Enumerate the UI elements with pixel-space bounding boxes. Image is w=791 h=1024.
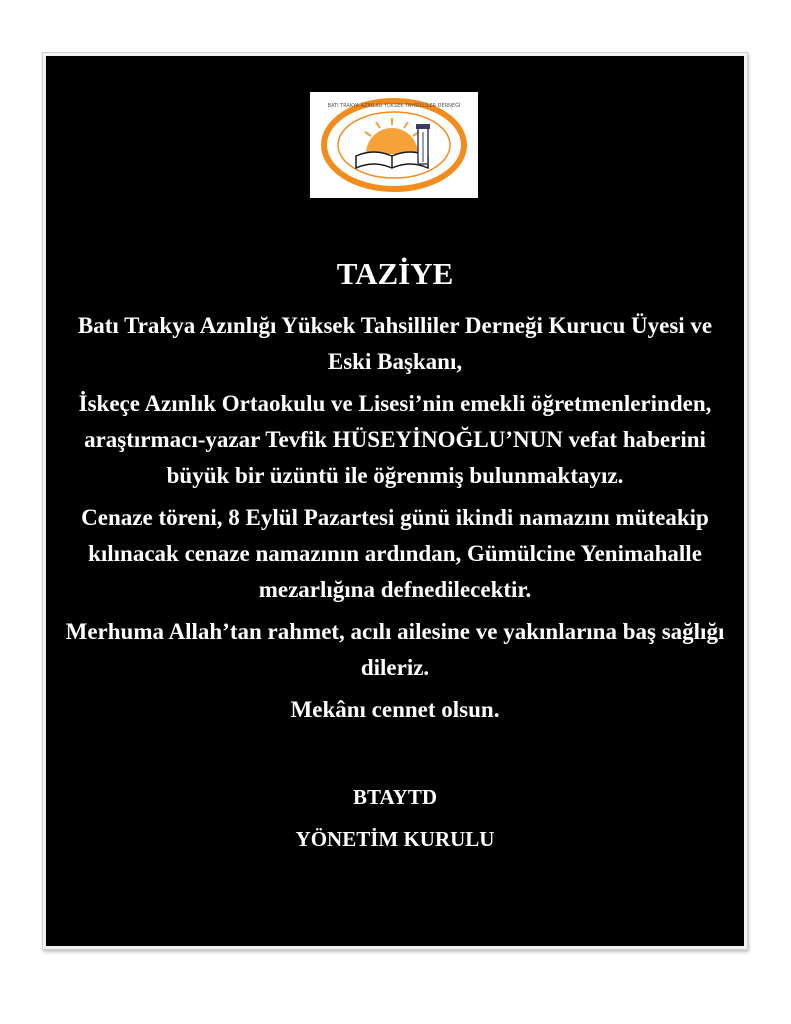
logo-graphic	[310, 92, 478, 198]
notice-paragraph-3: Cenaze töreni, 8 Eylül Pazartesi günü ikindi namazını müteakip kılınacak cenaze namazının ardından, Gümülcine Yenimahalle mezarlığına defnedilecektir.	[81, 505, 709, 602]
signature-board: YÖNETİM KURULU	[295, 827, 495, 851]
notice-paragraph-5: Mekânı cennet olsun.	[290, 697, 500, 722]
signature-organization: BTAYTD	[352, 785, 438, 809]
notice-paragraph-2: İskeçe Azınlık Ortaokulu ve Lisesi’nin emekli öğretmenlerinden, araştırmacı-yazar Tevfik HÜSEYİNOĞLU’NUN vefat haberini büyük bir üzüntü ile öğrenmiş bulunmaktayız.	[78, 391, 712, 488]
association-logo	[310, 92, 478, 198]
condolence-notice	[46, 56, 744, 946]
notice-title: TAZİYE	[336, 256, 454, 291]
notice-text-block	[46, 256, 744, 852]
document-page	[42, 52, 748, 950]
notice-paragraph-1: Batı Trakya Azınlığı Yüksek Tahsilliler Derneği Kurucu Üyesi ve Eski Başkanı,	[77, 313, 713, 374]
notice-paragraph-4: Merhuma Allah’tan rahmet, acılı ailesine ve yakınlarına baş sağlığı dileriz.	[65, 619, 725, 680]
svg-text:BATI TRAKYA AZINLIĞI YÜKSEK TA: BATI TRAKYA AZINLIĞI YÜKSEK TAHSİLLİLER DERNEĞİ	[327, 103, 461, 109]
